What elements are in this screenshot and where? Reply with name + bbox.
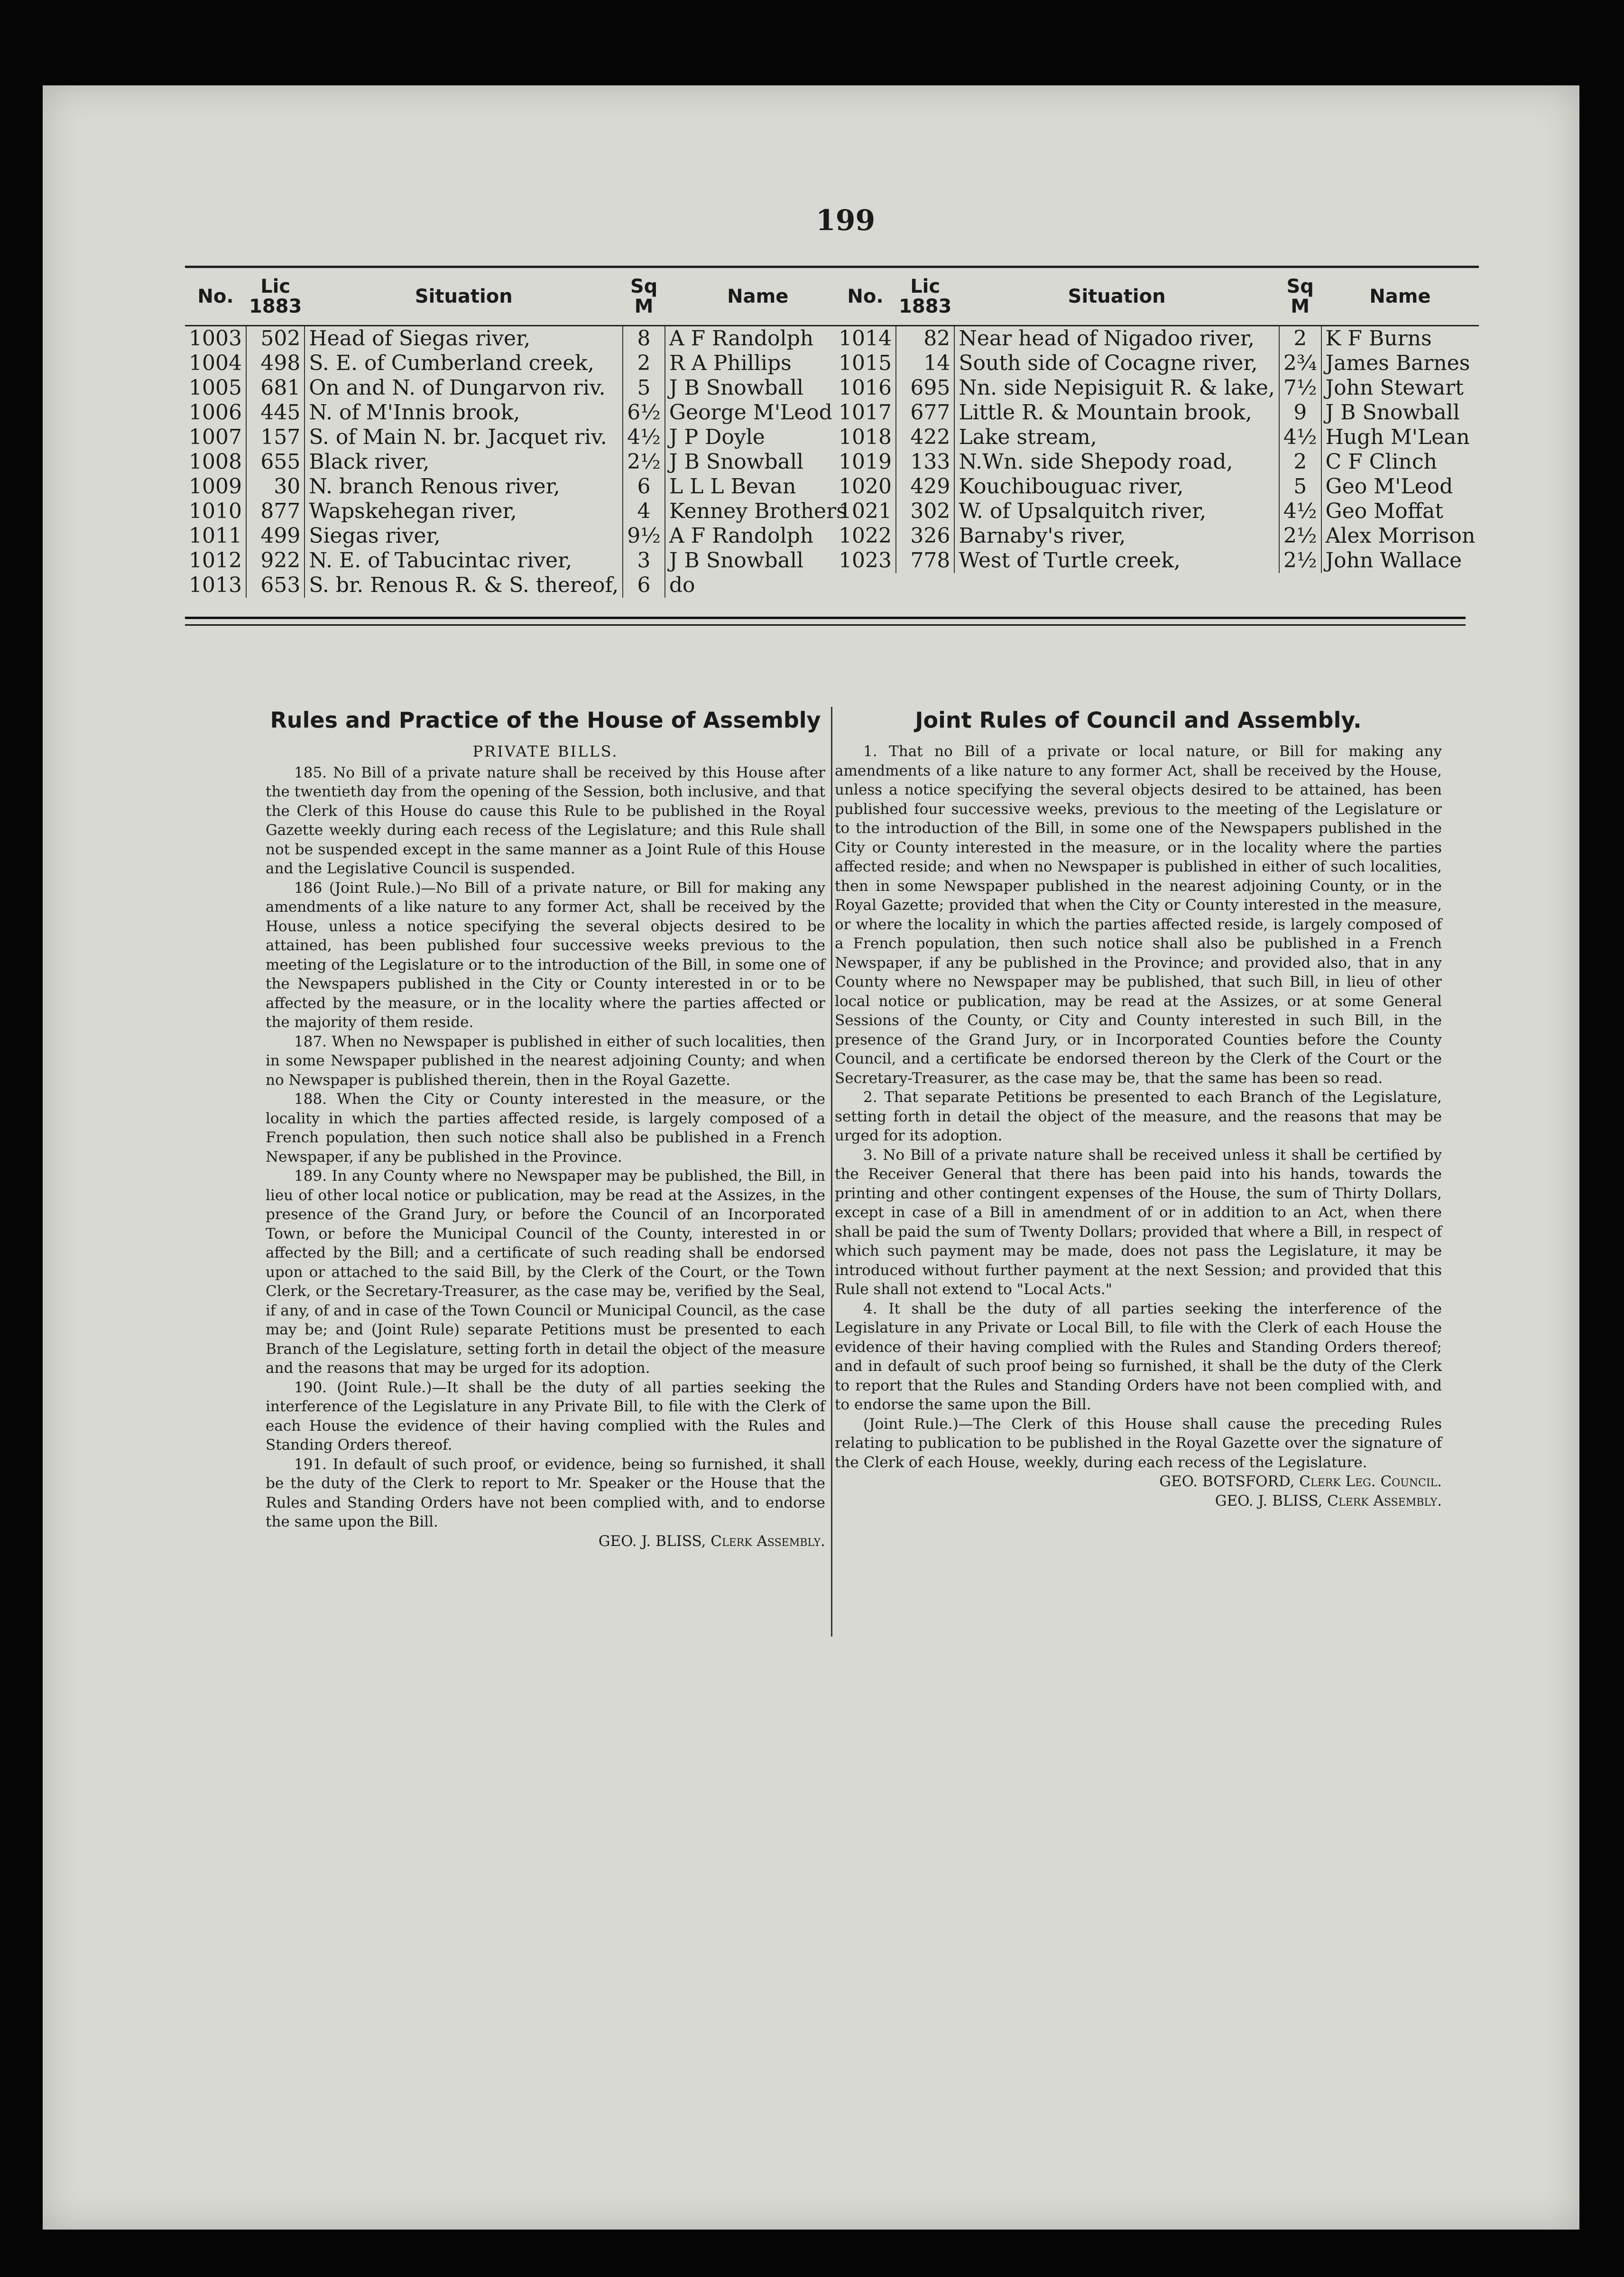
cell-no: 1003 — [185, 326, 246, 352]
cell-situation: On and N. of Dungarvon riv. — [309, 376, 606, 400]
cell-lic: 653 — [246, 573, 304, 598]
cell-situation: Lake stream, — [959, 425, 1097, 449]
cell-name: Geo Moffat — [1321, 499, 1479, 524]
cell-sq: 6 — [623, 573, 665, 598]
cell-name: L L L Bevan — [665, 474, 851, 499]
cell-lic: 82 — [896, 326, 954, 352]
cell-no: 1013 — [185, 573, 246, 598]
cell-name: Alex Morrison — [1321, 524, 1479, 548]
rule-paragraph: 188. When the City or County interested in the measure, or the locality in which the parties affected reside, is largely composed of a French population, then such notice shall also be published in a French Newspaper, if any be published in the Province. — [266, 1091, 825, 1166]
table-row — [835, 400, 1479, 425]
cell-lic: 655 — [246, 450, 304, 474]
double-rule-bottom — [185, 624, 1466, 626]
cell-name: George M'Leod — [665, 400, 851, 425]
cell-no: 1017 — [835, 400, 896, 425]
cell-name: J P Doyle — [665, 425, 851, 450]
cell-sq: 5 — [623, 376, 665, 400]
cell-no: 1018 — [835, 425, 896, 450]
col-header-no: No. — [185, 267, 246, 326]
col-header-situation: Situation — [954, 267, 1279, 326]
cell-situation: Kouchibouguac river, — [959, 474, 1184, 499]
table-row — [185, 351, 851, 376]
table-row — [185, 499, 851, 524]
page-number: 199 — [816, 204, 876, 237]
cell-situation: Head of Siegas river, — [309, 326, 531, 351]
cell-name: Geo M'Leod — [1321, 474, 1479, 499]
rule-paragraph: 190. (Joint Rule.)—It shall be the duty of all parties seeking the interference of the Legislature in any Private Bill, to file with the Clerk of each House the evidence of their having complied with the Rules and Standing Orders thereof. — [266, 1379, 825, 1453]
cell-situation: Siegas river, — [309, 524, 441, 548]
cell-no: 1021 — [835, 499, 896, 524]
cell-situation: Wapskehegan river, — [309, 499, 517, 523]
cell-lic: 157 — [246, 425, 304, 450]
cell-no: 1004 — [185, 351, 246, 376]
cell-lic: 695 — [896, 376, 954, 400]
cell-situation: N. E. of Tabucintac river, — [309, 548, 572, 573]
cell-name: C F Clinch — [1321, 450, 1479, 474]
cell-sq: 9 — [1279, 400, 1321, 425]
section-title: Rules and Practice of the House of Assembly — [270, 707, 821, 733]
cell-sq: 7½ — [1279, 376, 1321, 400]
cell-lic: 502 — [246, 326, 304, 352]
cell-name: R A Phillips — [665, 351, 851, 376]
cell-situation: S. of Main N. br. Jacquet riv. — [309, 425, 607, 449]
table-row — [185, 450, 851, 474]
table-row — [835, 474, 1479, 499]
cell-situation: West of Turtle creek, — [959, 548, 1181, 573]
col-header-no: No. — [835, 267, 896, 326]
cell-situation: N. branch Renous river, — [309, 474, 560, 499]
ledger-header-row — [185, 267, 851, 326]
signature: GEO. BOTSFORD, Clerk Leg. Council. — [1159, 1473, 1442, 1490]
signature: GEO. J. BLISS, Clerk Assembly. — [1215, 1492, 1442, 1509]
cell-sq: 8 — [623, 326, 665, 352]
cell-lic: 499 — [246, 524, 304, 548]
cell-situation: Barnaby's river, — [959, 524, 1126, 548]
section-title: Joint Rules of Council and Assembly. — [915, 707, 1362, 733]
cell-name: J B Snowball — [665, 376, 851, 400]
cell-lic: 677 — [896, 400, 954, 425]
col-header-situation: Situation — [304, 267, 623, 326]
cell-lic: 778 — [896, 548, 954, 573]
cell-name: John Stewart — [1321, 376, 1479, 400]
cell-sq: 6½ — [623, 400, 665, 425]
cell-sq: 2¾ — [1279, 351, 1321, 376]
column-divider — [831, 707, 832, 1637]
table-row — [185, 548, 851, 573]
rule-paragraph: 189. In any County where no Newspaper may be published, the Bill, in lieu of other local notice or publication, may be read at the Assizes, in the presence of the Grand Jury, or before the Council of an Incorporated Town, or before the Municipal Council of the County, interested in or affected by the Bill; and a certificate of such reading shall be endorsed upon or attached to the said Bill, by the Clerk of the Court, or the Town Clerk, or the Secretary-Treasurer, as the case may be, verified by the Seal, if any, of and in case of the Town Council or Municipal Council, as the case may be; and (Joint Rule) separate Petitions must be presented to each Branch of the Legislature, setting forth in detail the object of the measure and the reasons that may be urged for its adoption. — [266, 1167, 825, 1377]
col-header-name: Name — [1321, 267, 1479, 326]
table-row — [185, 326, 851, 352]
table-row — [835, 376, 1479, 400]
cell-lic: 326 — [896, 524, 954, 548]
cell-lic: 133 — [896, 450, 954, 474]
cell-lic: 422 — [896, 425, 954, 450]
cell-name: J B Snowball — [665, 450, 851, 474]
cell-name: John Wallace — [1321, 548, 1479, 573]
cell-no: 1011 — [185, 524, 246, 548]
rule-paragraph: 185. No Bill of a private nature shall be received by this House after the twentieth day from the opening of the Session, both inclusive, and that the Clerk of this House do cause this Rule to be published in the Royal Gazette weekly during each recess of the Legislature; and this Rule shall not be suspended except in the same manner as a Joint Rule of this House and the Legislative Council is suspended. — [266, 764, 825, 877]
house-rules-column — [266, 707, 825, 1551]
table-row — [185, 474, 851, 499]
rule-paragraph: 191. In default of such proof, or evidence, being so furnished, it shall be the duty of the Clerk to report to Mr. Speaker or the House that the Rules and Standing Orders have not been complied with, and to endorse the same upon the Bill. — [266, 1455, 825, 1530]
cell-no: 1007 — [185, 425, 246, 450]
cell-situation: Nn. side Nepisiguit R. & lake, — [959, 376, 1275, 400]
table-row — [835, 351, 1479, 376]
col-header-sq: Sq M — [623, 267, 665, 326]
cell-name: A F Randolph — [665, 326, 851, 352]
rule-paragraph: (Joint Rule.)—The Clerk of this House shall cause the preceding Rules relating to publication to be published in the Royal Gazette over the signature of the Clerk of each House, weekly, during each recess of the Legislature. — [835, 1415, 1442, 1471]
rule-paragraph: 187. When no Newspaper is published in either of such localities, then in some Newspaper published in the nearest adjoining County; and when no Newspaper is published therein, then in the Royal Gazette. — [266, 1033, 825, 1089]
cell-no: 1014 — [835, 326, 896, 352]
cell-name: K F Burns — [1321, 326, 1479, 352]
cell-no: 1006 — [185, 400, 246, 425]
cell-no: 1022 — [835, 524, 896, 548]
cell-situation: Black river, — [309, 450, 430, 474]
cell-sq: 6 — [623, 474, 665, 499]
cell-situation: N. of M'Innis brook, — [309, 400, 520, 425]
joint-rules-column — [835, 707, 1442, 1510]
cell-no: 1005 — [185, 376, 246, 400]
rule-paragraph: 1. That no Bill of a private or local nature, or Bill for making any amendments of a like nature to any former Act, shall be received by the House, unless a notice specifying the several objects desired to be attained, has been published four successive weeks, previous to the meeting of the Legislature or to the introduction of the Bill, in some one of the Newspapers published in the City or County interested in the measure, or in the locality where the parties affected reside; and when no Newspaper is published in either of such localities, then in some Newspaper published in the nearest adjoining County, or in the Royal Gazette; provided that when the City or County interested in the measure, or where the locality in which the parties affected reside, is largely composed of a French population, then such notice shall also be published in a French Newspaper, if any be published in the Province; and provided also, that in any County where no Newspaper may be published, that such Bill, in lieu of other local notice or publication, may be read at the Assizes, or at some General Sessions of the County, or City and County interested in such Bill, in the presence of the Grand Jury, or in Incorporated Counties before the County Council, and a certificate be endorsed thereon by the Clerk of the Court or the Secretary-Treasurer, as the case may be, that the same has been so read. — [835, 743, 1442, 1087]
cell-sq: 4½ — [623, 425, 665, 450]
cell-situation: Near head of Nigadoo river, — [959, 326, 1255, 351]
cell-sq: 3 — [623, 548, 665, 573]
table-row — [835, 450, 1479, 474]
cell-no: 1009 — [185, 474, 246, 499]
col-header-sq: Sq M — [1279, 267, 1321, 326]
cell-lic: 681 — [246, 376, 304, 400]
cell-name: J B Snowball — [665, 548, 851, 573]
cell-no: 1016 — [835, 376, 896, 400]
cell-lic: 429 — [896, 474, 954, 499]
cell-name: J B Snowball — [1321, 400, 1479, 425]
ledger-header-row — [835, 267, 1479, 326]
rule-paragraph: 3. No Bill of a private nature shall be received unless it shall be certified by the Receiver General that there has been paid into his hands, towards the printing and other contingent expenses of the House, the sum of Thirty Dollars, except in case of a Bill in amendment of or in addition to an Act, when there shall be paid the sum of Twenty Dollars; provided that where a Bill, in respect of which such payment may be made, does not pass the Legislature, it may be introduced without further payment at the next Session; and provided that this Rule shall not extend to "Local Acts." — [835, 1146, 1442, 1298]
cell-sq: 2½ — [1279, 524, 1321, 548]
cell-sq: 2½ — [623, 450, 665, 474]
cell-sq: 4½ — [1279, 425, 1321, 450]
cell-lic: 302 — [896, 499, 954, 524]
table-row — [185, 376, 851, 400]
ledger-table-right — [835, 266, 1479, 573]
cell-lic: 445 — [246, 400, 304, 425]
cell-no: 1010 — [185, 499, 246, 524]
cell-lic: 30 — [246, 474, 304, 499]
cell-lic: 922 — [246, 548, 304, 573]
cell-no: 1012 — [185, 548, 246, 573]
cell-situation: S. br. Renous R. & S. thereof, — [309, 573, 619, 597]
cell-no: 1019 — [835, 450, 896, 474]
cell-sq: 4 — [623, 499, 665, 524]
ledger-table-left — [185, 266, 851, 598]
cell-name: Hugh M'Lean — [1321, 425, 1479, 450]
cell-name: Kenney Brothers — [665, 499, 851, 524]
cell-situation: W. of Upsalquitch river, — [959, 499, 1207, 523]
cell-no: 1015 — [835, 351, 896, 376]
table-row — [835, 326, 1479, 352]
col-header-lic: Lic 1883 — [246, 267, 304, 326]
table-row — [835, 499, 1479, 524]
table-row — [185, 573, 851, 598]
table-row — [835, 524, 1479, 548]
cell-sq: 4½ — [1279, 499, 1321, 524]
cell-lic: 877 — [246, 499, 304, 524]
signature: GEO. J. BLISS, Clerk Assembly. — [598, 1532, 825, 1550]
cell-lic: 498 — [246, 351, 304, 376]
section-subtitle: PRIVATE BILLS. — [472, 742, 618, 760]
cell-sq: 2 — [1279, 326, 1321, 352]
cell-sq: 2½ — [1279, 548, 1321, 573]
cell-no: 1008 — [185, 450, 246, 474]
cell-no: 1023 — [835, 548, 896, 573]
table-row — [835, 425, 1479, 450]
cell-name: A F Randolph — [665, 524, 851, 548]
cell-situation: N.Wn. side Shepody road, — [959, 450, 1233, 474]
col-header-name: Name — [665, 267, 851, 326]
table-row — [835, 548, 1479, 573]
cell-sq: 9½ — [623, 524, 665, 548]
cell-situation: Little R. & Mountain brook, — [959, 400, 1252, 425]
cell-name: James Barnes — [1321, 351, 1479, 376]
table-row — [185, 400, 851, 425]
double-rule-top — [185, 617, 1466, 619]
cell-lic: 14 — [896, 351, 954, 376]
rule-paragraph: 186 (Joint Rule.)—No Bill of a private nature, or Bill for making any amendments of a like nature to any former Act, shall be received by the House, unless a notice specifying the several objects desired to be attained, has been published four successive weeks previous to the meeting of the Legislature or to the introduction of the Bill, in some one of the Newspapers published in the City or County interested in or to be affected by the measure, or in the locality where the parties affected or the majority of them reside. — [266, 879, 825, 1031]
cell-no: 1020 — [835, 474, 896, 499]
table-row — [185, 425, 851, 450]
cell-sq: 2 — [623, 351, 665, 376]
cell-sq: 5 — [1279, 474, 1321, 499]
cell-sq: 2 — [1279, 450, 1321, 474]
cell-situation: S. E. of Cumberland creek, — [309, 351, 594, 375]
rule-paragraph: 4. It shall be the duty of all parties seeking the interference of the Legislature in any Private or Local Bill, to file with the Clerk of each House the evidence of their having complied with the Rules and Standing Orders thereof; and in default of such proof being so furnished, it shall be the duty of the Clerk to report that the Rules and Standing Orders have not been complied with, and to endorse the same upon the Bill. — [835, 1300, 1442, 1413]
cell-situation: South side of Cocagne river, — [959, 351, 1258, 375]
table-row — [185, 524, 851, 548]
col-header-lic: Lic 1883 — [896, 267, 954, 326]
rule-paragraph: 2. That separate Petitions be presented to each Branch of the Legislature, setting forth in detail the object of the measure, and the reasons that may be urged for its adoption. — [835, 1089, 1442, 1144]
cell-name: do — [665, 573, 851, 598]
